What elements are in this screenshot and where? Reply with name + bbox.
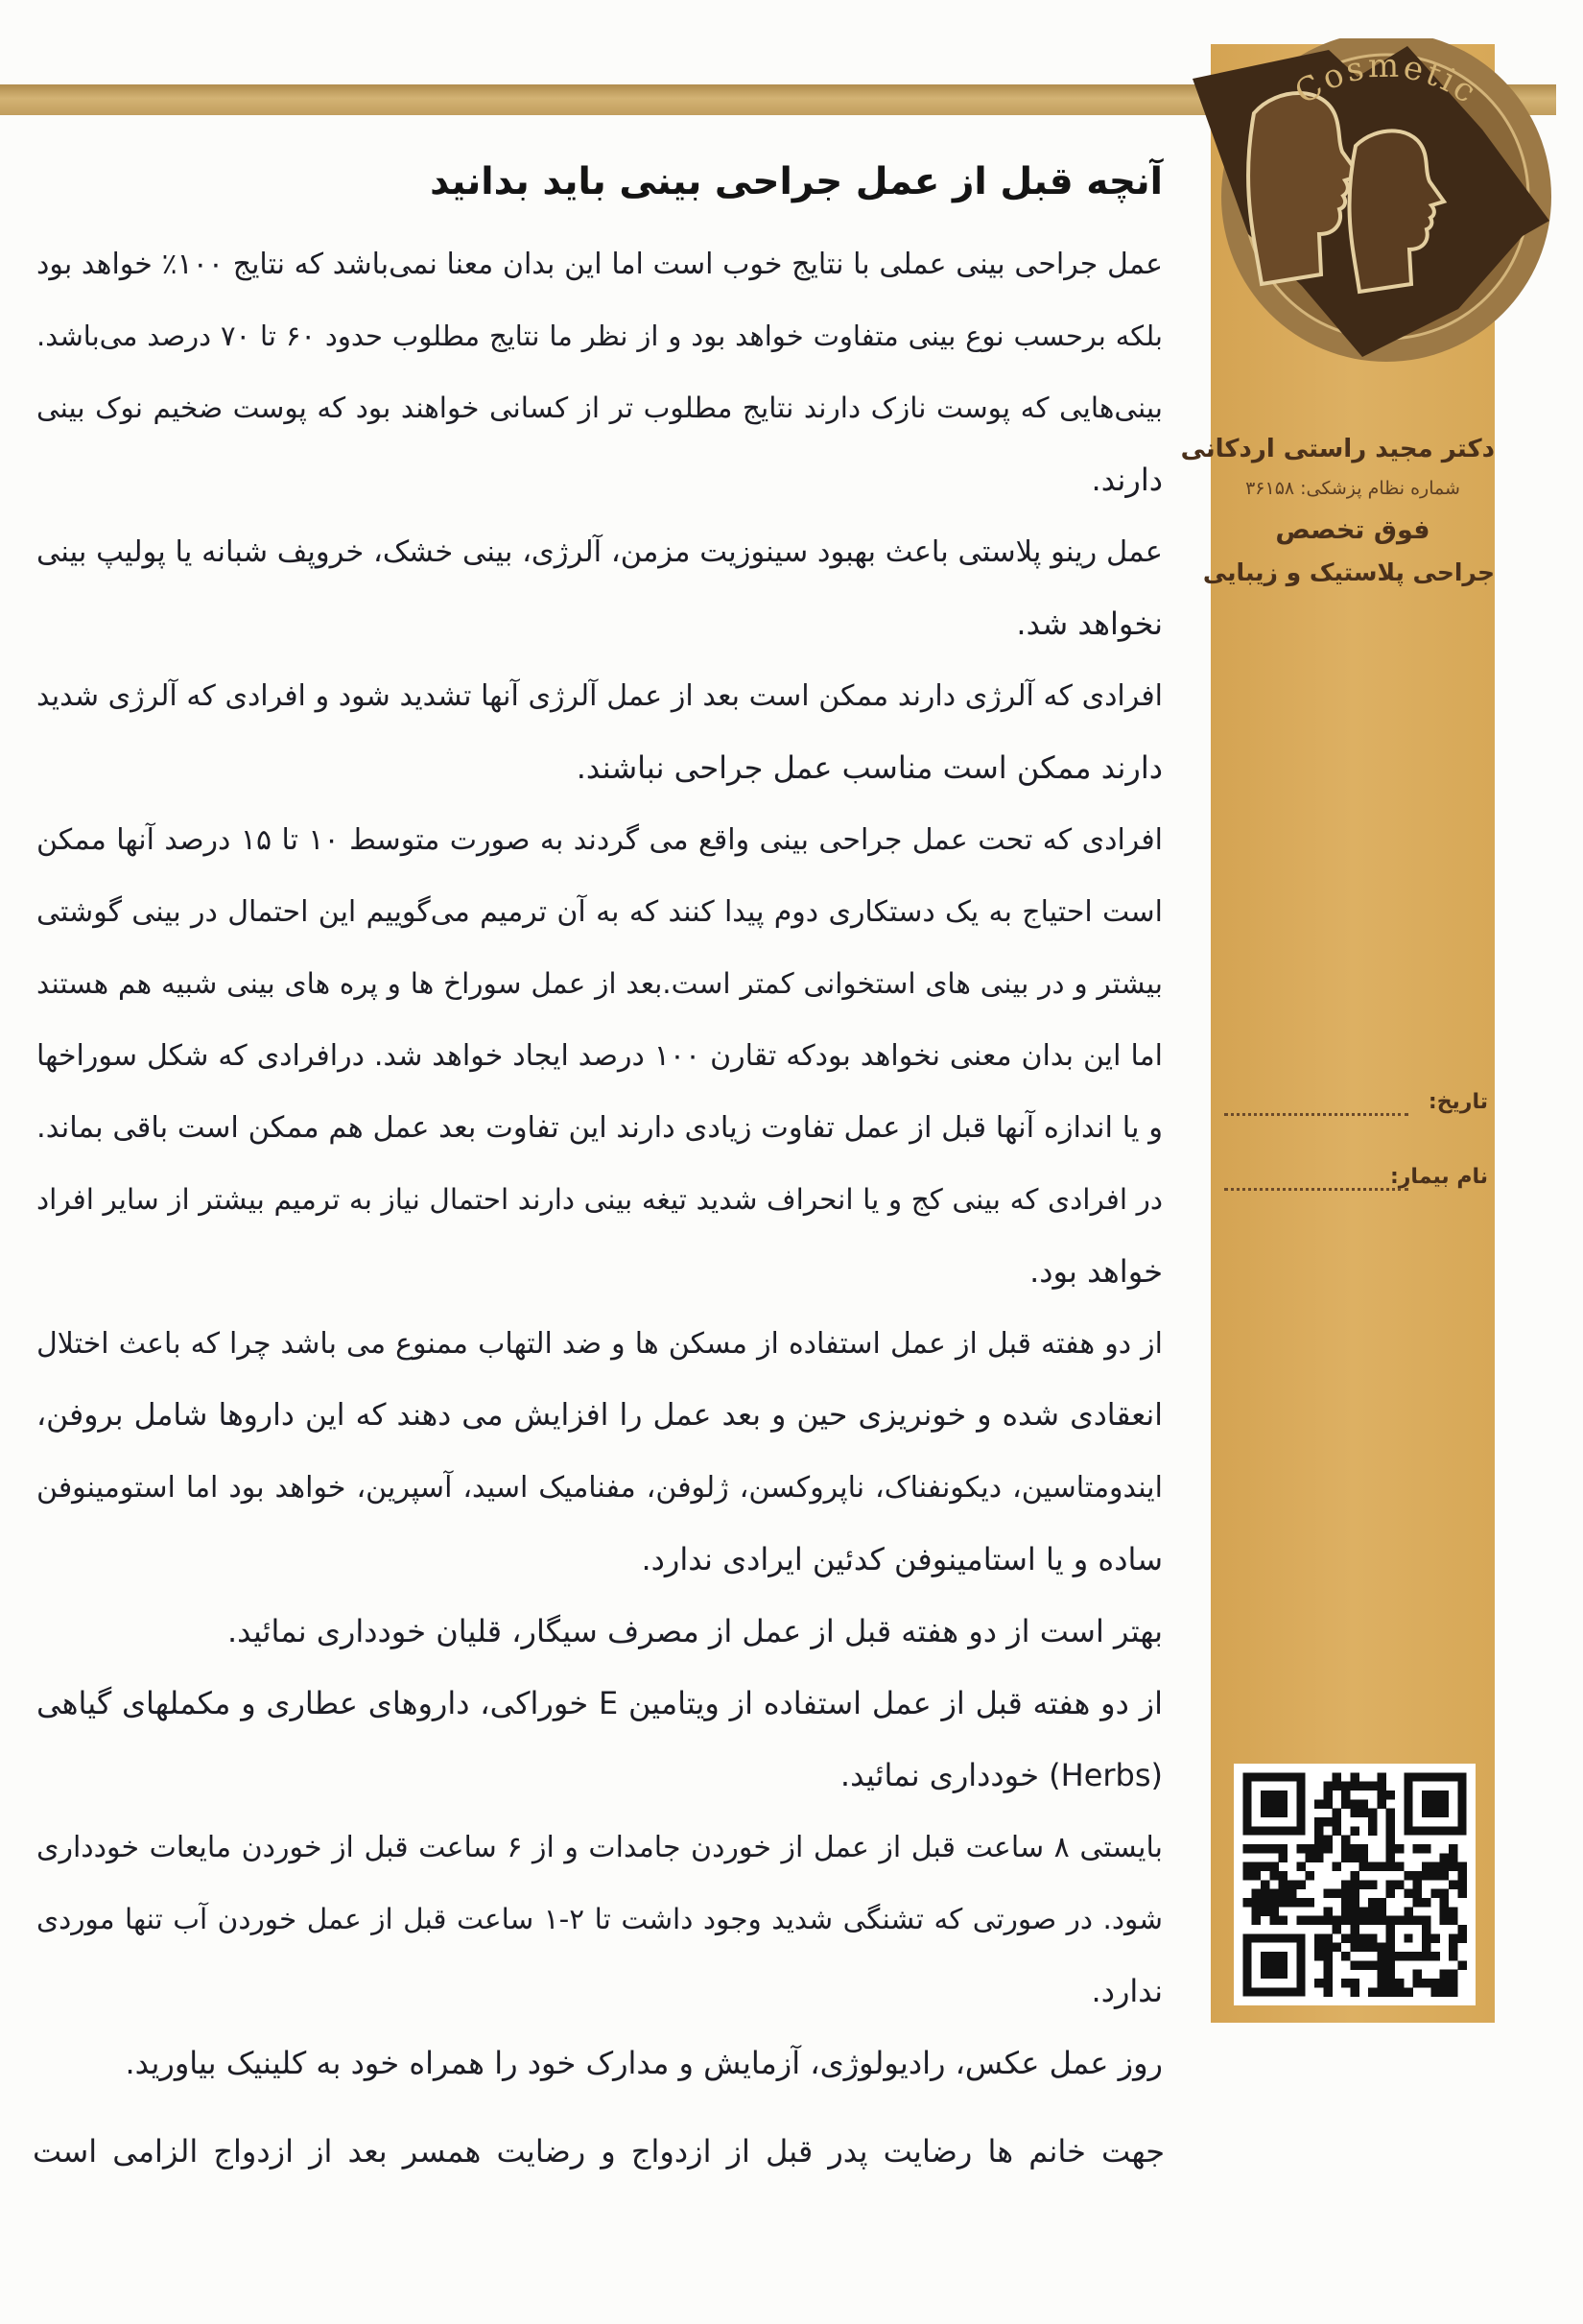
paragraph [36,1668,1163,1812]
qr-code-icon [1234,1764,1476,2005]
closing-note-block [33,2116,1165,2188]
body-line: از دو هفته قبل از عمل استفاده از مسکن ها و ضد التهاب ممنوع می باشد چرا که باعث اختلال [36,1327,1163,1361]
body-line: خواهد بود. [1029,1253,1163,1290]
logo-arc-text: Cosmetic [1288,46,1485,113]
body-line: بهتر است از دو هفته قبل از عمل از مصرف سیگار، قلیان خودداری نمائید. [226,1613,1163,1649]
date-label: تاریخ: [1428,1090,1488,1114]
paragraph [36,2028,1163,2099]
paragraph [36,516,1163,660]
specialty-title: فوق تخصص [1275,515,1430,545]
body-line: عمل جراحی بینی عملی با نتایج خوب است اما این بدان معنا نمی‌باشد که نتایج ۱۰۰٪ خواهد بود [36,248,1163,281]
closing-note: جهت خانم ها رضایت پدر قبل از ازدواج و رضایت همسر بعد از ازدواج الزامی است [33,2133,1165,2170]
body-line: اما این بدان معنی نخواهد بودکه تقارن ۱۰۰ درصد ایجاد خواهد شد. درافرادی که شکل سوراخها [36,1039,1163,1073]
body-line: بیشتر و در بینی های استخوانی کمتر است.بعد از عمل سوراخ ها و پره های بینی شبیه هم هستند [36,967,1163,1000]
body-line: انعقادی شده و خونریزی حین و بعد عمل را افزایش می دهند که این داروها شامل بروفن، [36,1398,1163,1433]
body-line: دارند. [1091,462,1163,498]
body-line: نخواهد شد. [1016,605,1163,642]
date-field-line [1224,1113,1408,1116]
page-title: آنچه قبل از عمل جراحی بینی باید بدانید [430,160,1163,203]
body-line: ایندومتاسین، دیکونفناک، ناپروکسن، ژلوفن، مفنامیک اسید، آسپرین، خواهد بود اما استومینوفن [36,1471,1163,1505]
paragraph [36,804,1163,1164]
qr-code [1234,1764,1476,2005]
body-line: ندارد. [1091,1973,1163,2009]
clinic-logo [1166,38,1559,413]
patient-name-label: نام بیمار: [1389,1165,1488,1189]
paragraph [36,1308,1163,1596]
paragraph [36,1812,1163,2028]
body-line: (Herbs) خودداری نمائید. [839,1757,1163,1793]
body-line: عمل رینو پلاستی باعث بهبود سینوزیت مزمن، آلرژی، بینی خشک، خروپف شبانه یا پولیپ بینی [36,535,1163,569]
document-body [36,228,1163,2099]
body-line: و یا اندازه آنها قبل از عمل تفاوت زیادی دارند این تفاوت بعد عمل هم ممکن است باقی بماند. [36,1111,1163,1145]
body-line: در افرادی که بینی کج و یا انحراف شدید تیغه بینی دارند احتمال نیاز به ترمیم بیشتر از سایر افراد [36,1183,1163,1216]
doctor-name: دکتر مجید راستی اردکانی [1180,435,1495,463]
body-line: افرادی که آلرژی دارند ممکن است بعد از عمل آلرژی آنها تشدید شود و افرادی که آلرژی شدید [36,679,1163,713]
body-line: شود. در صورتی که تشنگی شدید وجود داشت تا ۲-۱ ساعت قبل از عمل خوردن آب تنها موردی [36,1903,1163,1935]
body-line: است احتیاج به یک دستکاری دوم پیدا کنند که به آن ترمیم می‌گوییم این احتمال در بینی گوشتی [36,895,1163,929]
paragraph [36,1596,1163,1668]
body-line: دارند ممکن است مناسب عمل جراحی نباشند. [576,749,1163,786]
body-line: از دو هفته قبل از عمل استفاده از ویتامین E خوراکی، داروهای عطاری و مکملهای گیاهی [36,1685,1164,1721]
body-line: بایستی ۸ ساعت قبل از عمل از خوردن جامدات و از ۶ ساعت قبل از خوردن مایعات خودداری [36,1831,1163,1864]
body-line: ساده و یا استامینوفن کدئین ایرادی ندارد. [641,1541,1163,1577]
paragraph [36,228,1163,516]
body-line: روز عمل عکس، رادیولوژی، آزمایش و مدارک خود را همراه خود به کلینیک بیاورید. [125,2045,1163,2081]
body-line: افرادی که تحت عمل جراحی بینی واقع می گردند به صورت متوسط ۱۰ تا ۱۵ درصد آنها ممکن [36,823,1164,857]
body-line: بلکه برحسب نوع بینی متفاوت خواهد بود و از نظر ما نتایج مطلوب حدود ۶۰ تا ۷۰ درصد می‌باشد. [36,320,1163,352]
medical-license-number: شماره نظام پزشکی: ۳۶۱۵۸ [1245,478,1460,499]
paragraph [36,1164,1163,1308]
patient-name-field-line [1224,1188,1408,1191]
paragraph [36,660,1163,804]
specialty: جراحی پلاستیک و زیبایی [1202,558,1495,586]
body-line: بینی‌هایی که پوست نازک دارند نتایج مطلوب تر از کسانی خواهند بود که پوست ضخیم نوک بینی [36,391,1163,424]
